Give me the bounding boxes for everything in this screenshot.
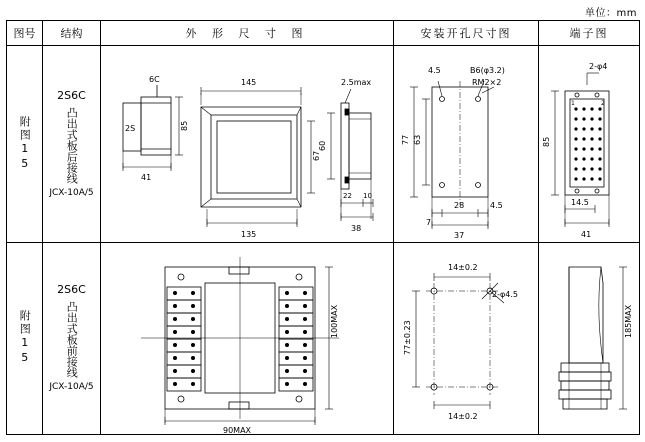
row1-drawing-no xyxy=(7,46,43,243)
dim-2-phi4-5: 2-φ4.5 xyxy=(492,290,518,300)
terminal-no-1: 1 xyxy=(571,99,575,107)
dim-85-terminal: 85 xyxy=(542,136,551,147)
table-header-row xyxy=(7,21,640,46)
header-terminal: 端子图 xyxy=(539,21,640,46)
row2-structure xyxy=(43,242,101,435)
row1-series: JCX-10A/5 xyxy=(49,187,94,198)
dim-41-terminal: 41 xyxy=(581,229,592,239)
dim-185max: 185MAX xyxy=(624,305,633,339)
row1-mounting-drawing xyxy=(394,46,539,243)
header-structure: 结构 xyxy=(43,21,101,46)
dim-2-phi4: 2-φ4 xyxy=(589,61,608,71)
row2-series: JCX-10A/5 xyxy=(49,382,94,392)
dim-14-tol-bottom: 14±0.2 xyxy=(448,412,478,422)
dim-38: 38 xyxy=(351,223,362,233)
dim-28: 28 xyxy=(454,200,465,210)
dim-135: 135 xyxy=(241,229,257,239)
row1-terminal-svg xyxy=(539,47,638,241)
dim-100max: 100MAX xyxy=(330,305,339,339)
row2-model: 2S6C xyxy=(57,283,86,297)
dim-90max: 90MAX xyxy=(223,426,252,434)
row1-model: 2S6C xyxy=(57,88,86,102)
dim-7: 7 xyxy=(426,217,432,227)
dim-rm2: RM2×2 xyxy=(472,77,502,87)
dim-37: 37 xyxy=(454,230,465,240)
row2-outline-drawing xyxy=(101,242,394,435)
row2-outline-svg xyxy=(101,243,392,433)
dim-85: 85 xyxy=(180,120,189,131)
dim-14-5: 14.5 xyxy=(571,197,589,207)
row2-desc: 凸出式板前接线 xyxy=(65,301,79,378)
dim-145: 145 xyxy=(241,77,257,87)
dim-77-tol: 77±0.23 xyxy=(403,320,412,356)
row1-mounting-svg xyxy=(394,47,537,241)
dim-4-5-right: 4.5 xyxy=(490,200,503,210)
dim-10: 10 xyxy=(363,191,372,200)
table-row xyxy=(7,46,640,243)
table-row xyxy=(7,242,640,435)
unit-label: 单位：mm xyxy=(585,8,637,19)
dim-41: 41 xyxy=(141,172,152,182)
dimension-table xyxy=(6,20,640,435)
dim-b6: B6(φ3.2) xyxy=(470,65,505,75)
row1-structure xyxy=(43,46,101,243)
header-mounting: 安装开孔尺寸图 xyxy=(394,21,539,46)
row2-mounting-svg xyxy=(394,243,537,433)
header-drawing-no: 图号 xyxy=(7,21,43,46)
row2-terminal-drawing xyxy=(539,242,640,435)
row1-terminal-drawing xyxy=(539,46,640,243)
dim-6c: 6C xyxy=(149,74,160,84)
terminal-no-2: 2 xyxy=(601,99,605,107)
row1-drawing-no-label: 附图15 xyxy=(18,115,32,172)
dim-67: 67 xyxy=(312,150,321,161)
dim-77: 77 xyxy=(401,134,410,145)
dim-2s: 2S xyxy=(125,123,136,133)
row2-drawing-no xyxy=(7,242,43,435)
dim-2-5max: 2.5max xyxy=(341,77,372,87)
row2-mounting-drawing xyxy=(394,242,539,435)
dim-14-tol-top: 14±0.2 xyxy=(448,263,478,273)
header-outline: 外 形 尺 寸 图 xyxy=(101,21,394,46)
row1-desc: 凸出式板后接线 xyxy=(65,106,79,184)
dim-60: 60 xyxy=(318,140,327,151)
dim-22: 22 xyxy=(343,191,352,200)
row2-terminal-svg xyxy=(539,243,638,433)
dim-63: 63 xyxy=(413,134,422,145)
row1-outline-drawing xyxy=(101,46,394,243)
row2-drawing-no-label: 附图15 xyxy=(18,310,32,367)
dim-4-5-top: 4.5 xyxy=(428,65,441,75)
row1-outline-svg xyxy=(101,47,392,241)
